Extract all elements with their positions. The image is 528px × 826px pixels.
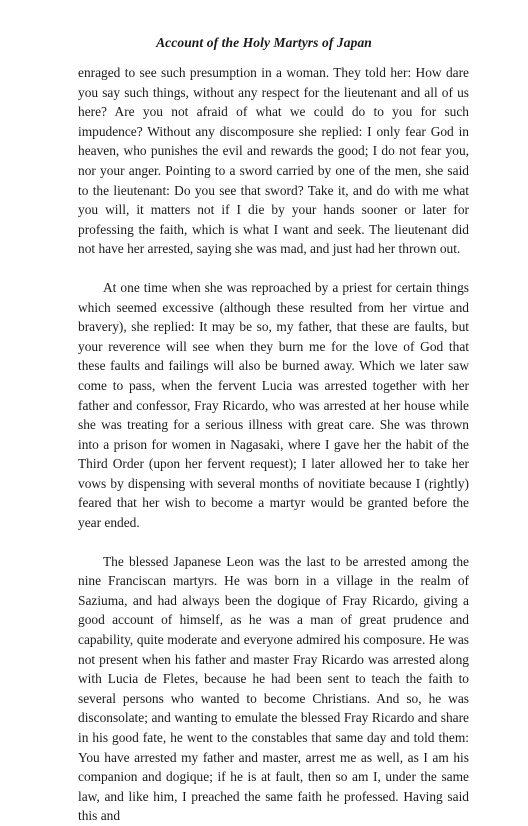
paragraph-blessed-leon: The blessed Japanese Leon was the last to be arrested among the nine Franciscan martyrs. He was born in a village in the realm of Saziuma, and had always been the dogique of Fray Ricardo, giving a good account of himself, as he was a man of great prudence and capability, quite moderate and everyone admired his composure. He was not present when his father and master Fray Ricardo was arrested along with Lucia de Fletes, because he had been sent to teach the faith to several persons who wanted to become Christians. And so, he was disconsolate; and wanting to emulate the blessed Fray Ricardo and share in his good fate, he went to the constables that same day and told them: You have arrested my father and master, arrest me as well, as I am his companion and dogique; if he is at fault, then so am I, under the same law, and like him, I preached the same faith he professed. Having said this and [78, 553, 469, 824]
paragraph-lucia-reproach: At one time when she was reproached by a priest for certain things which seemed excessive (although these resulted from her virtue and bravery), she replied: It may be so, my father, that these are faults, but your reverence will see when they burn me for the love of God that these faults and failings will also be burned away. Which we later saw come to pass, when the fervent Lucia was arrested together with her father and confessor, Fray Ricardo, who was arrested at her house while she was treating for a serious illness with great care. She was thrown into a prison for women in Nagasaki, where I gave her the habit of the Third Order (upon her fervent request); I later allowed her to take her vows by dispensing with several months of novitiate because I (rightly) feared that her wish to become a martyr would be granted before the year ended. [78, 279, 469, 531]
paragraph-continued: enraged to see such presumption in a woman. They told her: How dare you say such things, without any respect for the lieutenant and all of us here? Are you not afraid of what we could do to you for such impudence? Without any discomposure she replied: I only fear God in heaven, who punishes the evil and rewards the good; I do not fear you, nor your anger. Pointing to a sword carried by one of the men, she said to the lieutenant: Do you see that sword? Take it, and do with me what you will, it matters not if I die by your hands sooner or later for professing the faith, which is what I want and seek. The lieutenant did not have her arrested, saying she was mad, and just had her thrown out. [78, 65, 469, 257]
body-text [78, 63, 469, 826]
running-head-title: Account of the Holy Martyrs of Japan [156, 35, 372, 50]
